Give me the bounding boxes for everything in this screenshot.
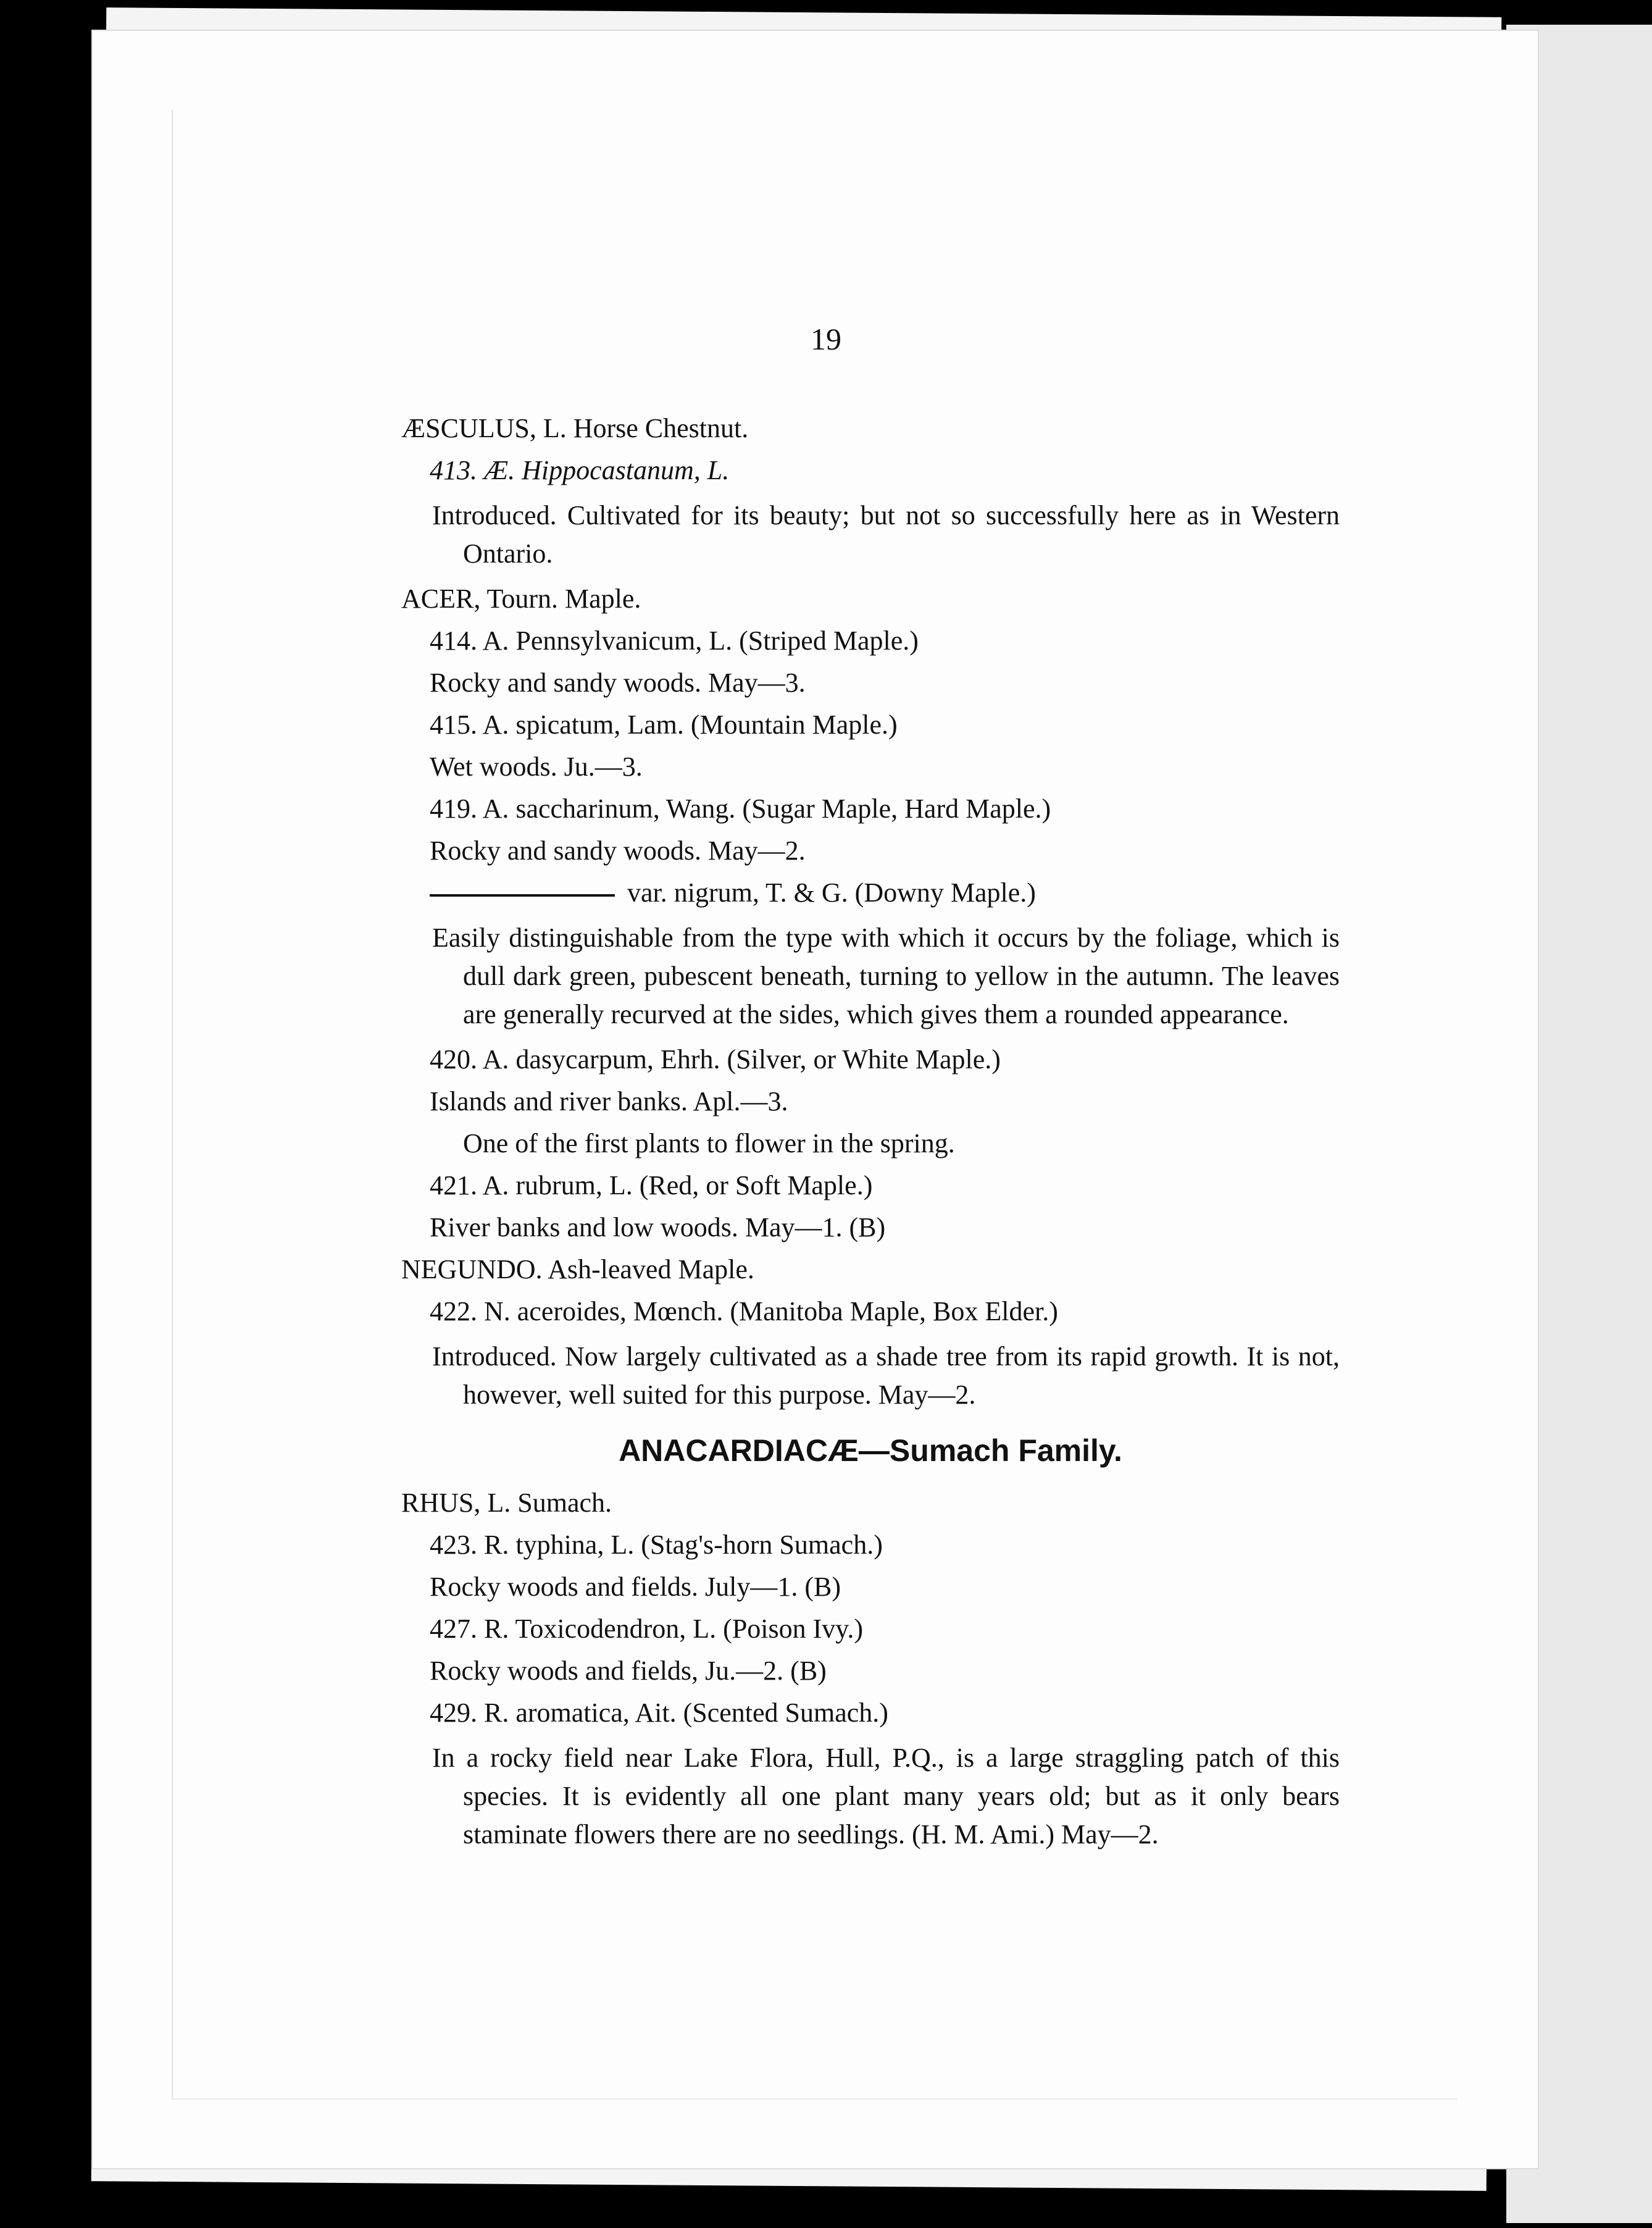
species-413: 413. Æ. Hippocastanum, L.: [430, 455, 730, 485]
family-heading: ANACARDIACÆ—Sumach Family.: [619, 1433, 1122, 1468]
variety-nigrum: [401, 872, 1340, 914]
genus-negundo: NEGUNDO. Ash-leaved Maple.: [401, 1254, 754, 1284]
species-415: 415. A. spicatum, Lam. (Mountain Maple.): [430, 710, 898, 740]
genus-acer: ACER, Tourn. Maple.: [401, 584, 641, 614]
habitat-419: Rocky and sandy woods. May—2.: [430, 836, 806, 866]
note-422: Introduced. Now largely cultivated as a shade tree from its rapid growth. It is not, however, well suited for this purpose. May—2.: [432, 1341, 1340, 1410]
note-429: In a rocky field near Lake Flora, Hull, P.Q., is a large straggling patch of this species. It is evidently all one plant many years old; but as it only bears staminate flowers there are no seedlings. (H. M. Ami.) May—2.: [432, 1743, 1340, 1849]
genus-aesculus: ÆSCULUS, L. Horse Chestnut.: [401, 413, 749, 443]
species-429: 429. R. aromatica, Ait. (Scented Sumach.): [430, 1698, 888, 1728]
species-422: 422. N. aceroides, Mœnch. (Manitoba Maple, Box Elder.): [430, 1296, 1058, 1326]
habitat-415: Wet woods. Ju.—3.: [430, 752, 643, 782]
species-427: 427. R. Toxicodendron, L. (Poison Ivy.): [430, 1614, 864, 1644]
habitat-427: Rocky woods and fields, Ju.—2. (B): [430, 1656, 827, 1686]
species-420: 420. A. dasycarpum, Ehrh. (Silver, or White Maple.): [430, 1044, 1001, 1074]
habitat-423: Rocky woods and fields. July—1. (B): [430, 1572, 841, 1602]
dash-rule: [430, 894, 615, 897]
species-421: 421. A. rubrum, L. (Red, or Soft Maple.): [430, 1170, 873, 1200]
genus-rhus: RHUS, L. Sumach.: [401, 1488, 612, 1518]
page-number: 19: [811, 322, 841, 356]
species-414: 414. A. Pennsylvanicum, L. (Striped Maple.): [430, 626, 919, 656]
note-420: One of the first plants to flower in the spring.: [463, 1128, 955, 1158]
habitat-421: River banks and low woods. May—1. (B): [430, 1212, 886, 1242]
species-423: 423. R. typhina, L. (Stag's-horn Sumach.): [430, 1530, 883, 1560]
habitat-420: Islands and river banks. Apl.—3.: [430, 1086, 788, 1116]
species-419: 419. A. saccharinum, Wang. (Sugar Maple, Hard Maple.): [430, 794, 1051, 824]
note-nigrum: Easily distinguishable from the type with which it occurs by the foliage, which is dull dark green, pubescent beneath, turning to yellow in the autumn. The leaves are generally recurved at the sides, which gives them a rounded appearance.: [432, 923, 1340, 1029]
variety-label: var. nigrum, T. & G. (Downy Maple.): [627, 877, 1036, 908]
note-413: Introduced. Cultivated for its beauty; but not so successfully here as in Western Ontario.: [432, 500, 1340, 569]
text-body: [401, 408, 1340, 1859]
habitat-414: Rocky and sandy woods. May—3.: [430, 668, 806, 698]
